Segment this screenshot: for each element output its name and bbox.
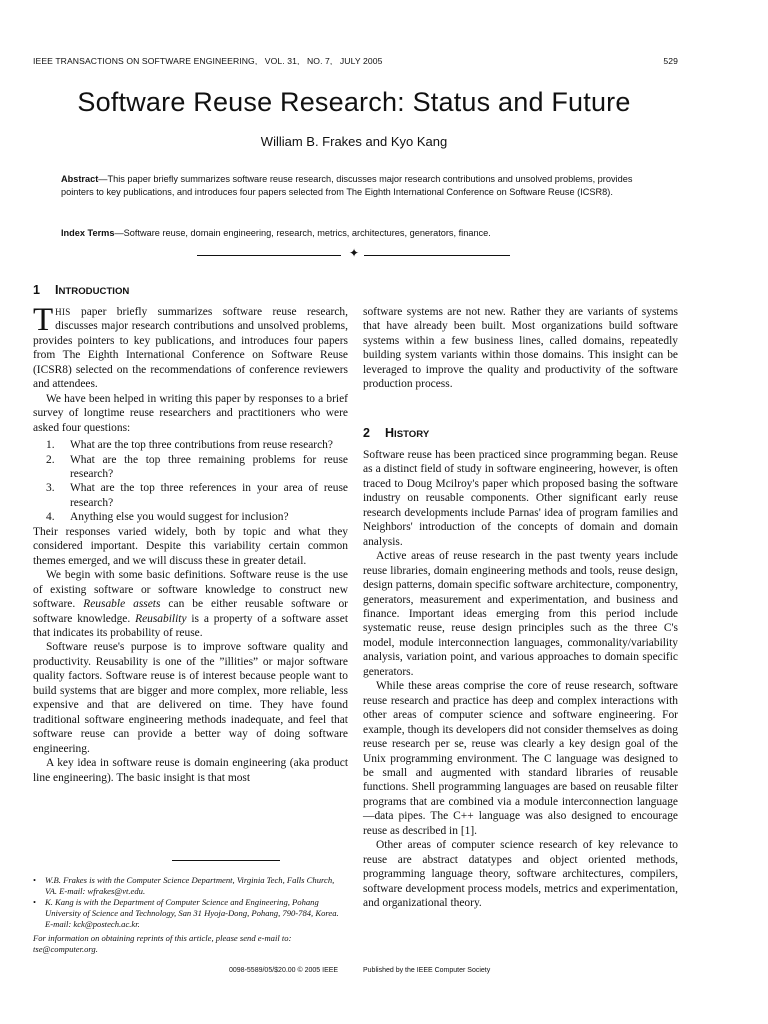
section-title-rest: ISTORY [394,429,430,440]
list-item: 4. Anything else you would suggest for inclusion? [46,511,289,524]
right-column [363,305,678,392]
intro-paragraph-3: Their responses varied widely, both by topic and what they considered important. Despite this variability certain common themes emerged, and we will discuss these in greater detail. [33,525,348,567]
footnote-reprints: For information on obtaining reprints of this article, please send e-mail to: tse@computer.org. [33,933,292,954]
publisher-line: Published by the IEEE Computer Society [363,967,491,974]
index-terms-label: Index Terms [61,228,115,238]
history-paragraph-1: Software reuse has been practiced since programming began. Reuse as a distinct field of study in software engineering, however, is often traced to Doug Mcilroy's paper which proposed basing the software industry on reusable components. Other significant early reuse research developments include Parnas' idea of program families and Neighbors' introduction of the concepts of domain and domain analysis. [363,449,678,548]
separator-diamond-icon: ✦ [349,246,360,260]
footnote-affiliation-frakes: • W.B. Frakes is with the Computer Science Department, Virginia Tech, Falls Church, VA. E-mail: wfrakes@vt.edu. [33,875,335,896]
section-title-rest: NTRODUCTION [58,286,130,297]
copyright-line: 0098-5589/05/$20.00 © 2005 IEEE [229,967,339,974]
journal-name: IEEE TRANSACTIONS ON SOFTWARE ENGINEERING, [33,56,258,66]
index-terms-text: —Software reuse, domain engineering, research, metrics, architectures, generators, finance. [114,228,491,238]
intro-paragraph-6-continued: software systems are not new. Rather they are variants of systems that have already been built. Most organizations build software systems within a few business lines, called domains, repeatedly building system variants within those domains. This insight can be leveraged to improve the quality and productivity of the software production process. [363,306,678,391]
list-item: 2. What are the top three remaining problems for reuse research? [46,453,348,480]
index-terms [61,227,653,240]
intro-smallcaps: HIS [55,307,71,317]
history-paragraph-4: Other areas of computer science research of key relevance to reuse are abstract datatypes and object oriented methods, programming language theory, software architectures, compilers, software development process models, metrics and experimentation, and organizational theory. [363,839,678,910]
list-item: 3. What are the top three references in your area of reuse research? [46,482,348,509]
paper-title: Software Reuse Research: Status and Future [77,87,631,117]
section-number: 1 [33,283,40,297]
list-item: 1. What are the top three contributions from reuse research? [46,439,333,452]
paper-authors: William B. Frakes and Kyo Kang [260,134,448,149]
term-reusable-assets: Reusable assets [83,598,161,611]
page-number: 529 [663,56,678,66]
separator-line-right [364,255,510,256]
volume: VOL. 31, [264,56,300,66]
history-paragraph-3: While these areas comprise the core of reuse research, software reuse research and practice has deep and complex interactions with other areas of computer science and software engineering. For example, though its developers did not consider themselves as doing reuse research per se, reuse was clearly a key design goal of the Unix programming environment. The C language was designed to be small and augmented with standard libraries of reusable functions. Shell programming languages are based on reusable filter programs that are combined via a module interconnection language—data pipes. The C++ language was also designed to encourage reuse as described in [1]. [363,680,678,837]
intro-paragraph-5: Software reuse's purpose is to improve software quality and productivity. Reusability is one of the ”illities” or major software quality factors. Software reuse is of interest because people want to build systems that are bigger and more complex, more reliable, less expensive and that are delivered on time. They have found traditional software engineering methods inadequate, and feel that software reuse can provide a better way of doing software engineering. [33,641,348,755]
history-section-body [363,448,678,911]
abstract-label: Abstract [61,174,99,184]
intro-paragraph-4: We begin with some basic definitions. Software reuse is the use of existing software or software knowledge to construct new software. Reusable assets can be either reusable software or software knowledge. Reusability is a property of a software asset that indicates its probability of reuse. [33,569,348,639]
history-paragraph-2: Active areas of reuse research in the past twenty years include reuse libraries, domain engineering methods and tools, reuse design, design patterns, domain specific software architecture, componentry, generators, measurement and experimentation, and business and finance. Important ideas emerging from this period include systematic reuse, reuse design principles such as the three C's model, module interconnection languages, commonality/variability analysis, variation point, and various approaches to domain specific generators. [363,550,678,678]
section-number: 2 [363,426,370,440]
term-reusability: Reusability [135,612,187,625]
issue-number: NO. 7, [306,56,333,66]
footnote-affiliation-kang: • K. Kang is with the Department of Computer Science and Engineering, Pohang University of Science and Technology, San 31 Hyoja-Dong, Pohang, 790-784, Korea. E-mail: kck@postech.ac.kr. [33,897,339,929]
abstract [61,173,653,200]
intro-paragraph-1: THIS paper briefly summarizes software reuse research, discusses major research contributions and unsolved problems, provides pointers to key publications, and introduces four papers from The Eighth International Conference on Software Reuse (ICSR8) selected on the recommendations of conference reviewers and attendees. [33,302,348,391]
separator-line-left [197,255,341,256]
running-head [33,56,678,66]
survey-questions-list [33,438,348,525]
footnote-rule [172,860,280,861]
intro-paragraph-6: A key idea in software reuse is domain engineering (aka product line engineering). The basic insight is that most [33,757,348,784]
left-column [33,302,348,785]
intro-paragraph-2: We have been helped in writing this paper by responses to a brief survey of longtime reuse researchers and practitioners who were asked four questions: [33,392,348,434]
drop-cap: T [33,302,54,338]
section-heading-history [363,426,429,440]
section-title-initial: I [55,283,59,297]
abstract-text: —This paper briefly summarizes software reuse research, discusses major research contributions and unsolved problems, provides pointers to key publications, and introduces four papers selected from The Eighth International Conference on Software Reuse (ICSR8). [61,174,633,198]
issue-date: JULY 2005 [339,56,383,66]
footnotes [33,875,348,955]
section-title-initial: H [385,426,395,440]
section-heading-introduction [33,283,129,297]
